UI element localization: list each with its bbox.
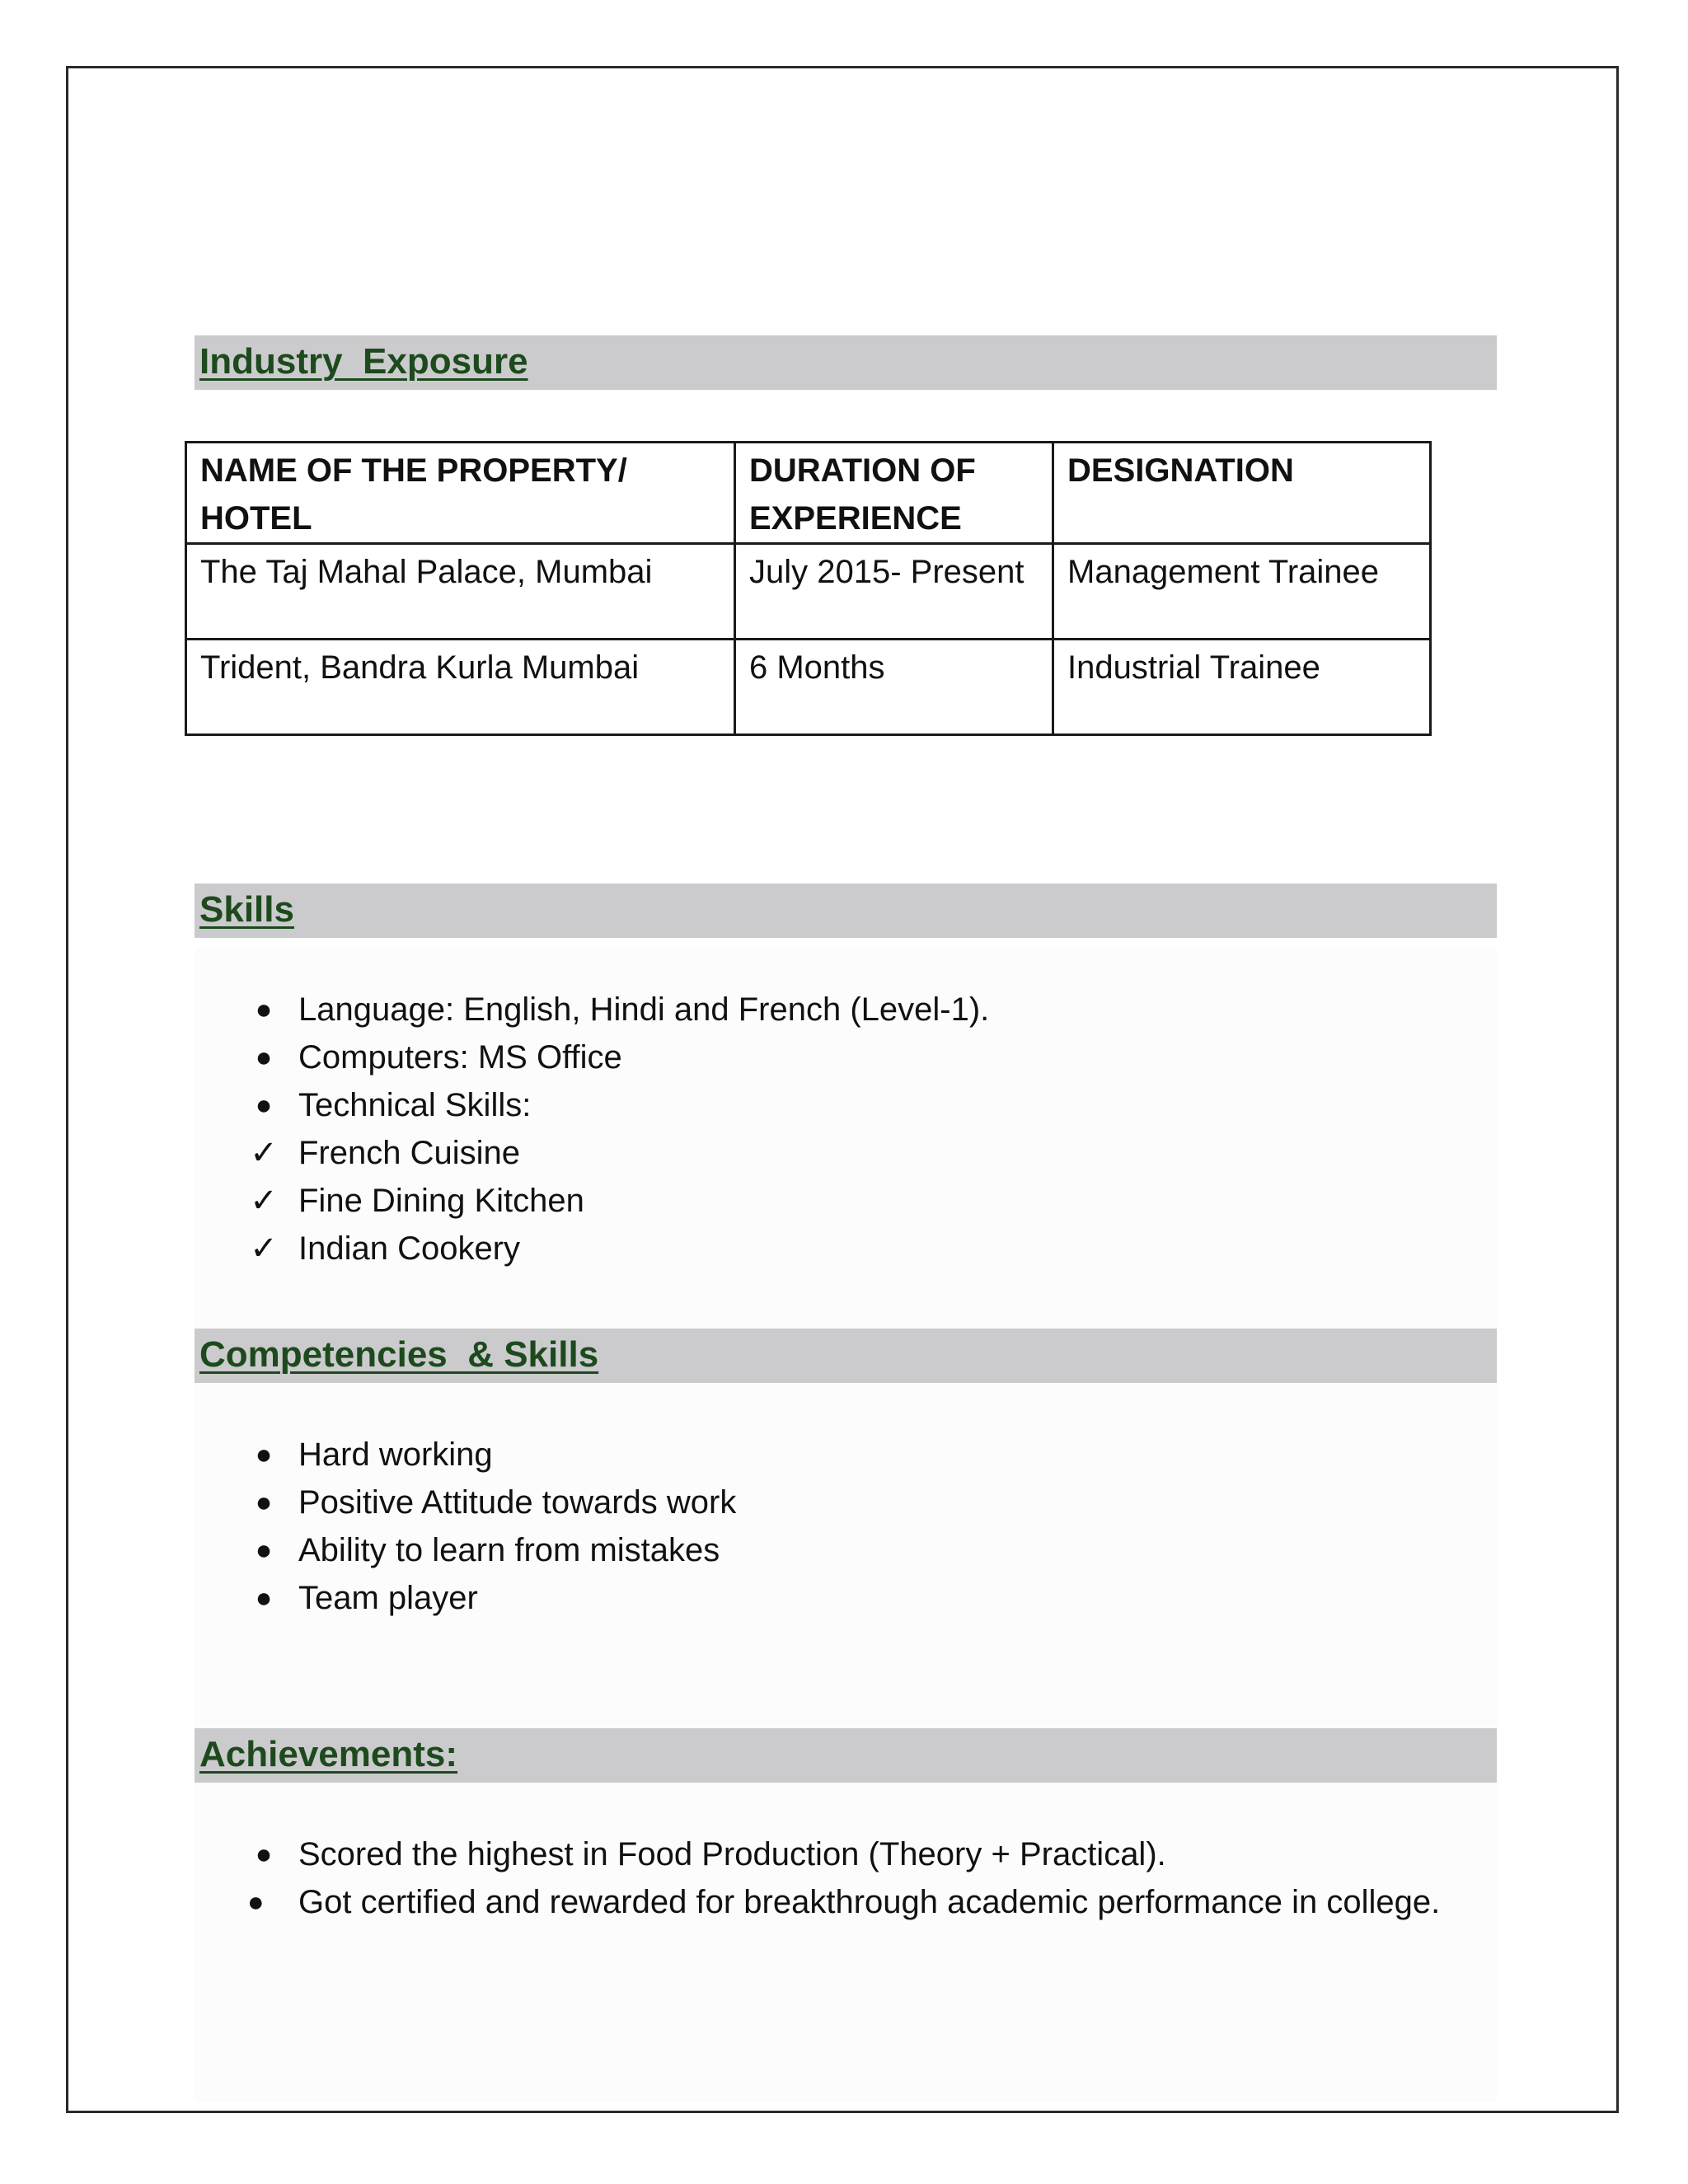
bullet-icon: ● xyxy=(247,1886,265,1918)
competency-text: Team player xyxy=(298,1580,478,1616)
competency-text: Positive Attitude towards work xyxy=(298,1484,737,1521)
skill-text: Fine Dining Kitchen xyxy=(298,1183,584,1219)
industry-exposure-title: Industry Exposure xyxy=(199,341,528,382)
achievements-title: Achievements: xyxy=(199,1734,458,1774)
bullet-icon: ● xyxy=(255,1839,273,1870)
bullet-icon: ● xyxy=(255,1487,273,1518)
skill-text: Language: English, Hindi and French (Level-1). xyxy=(298,991,990,1028)
competency-text: Hard working xyxy=(298,1436,493,1473)
table-cell-duration: July 2015- Present xyxy=(735,544,1053,640)
bullet-icon: ● xyxy=(255,1090,273,1121)
bullet-icon: ● xyxy=(255,1439,273,1470)
checkmark-icon: ✓ xyxy=(250,1135,278,1171)
competencies-title: Competencies & Skills xyxy=(199,1334,599,1375)
checkmark-icon: ✓ xyxy=(250,1183,278,1219)
skills-title: Skills xyxy=(199,889,294,930)
table-row xyxy=(186,544,1431,640)
list-item xyxy=(247,1830,1492,1878)
industry-exposure-header xyxy=(195,335,1497,390)
bullet-icon: ● xyxy=(255,1042,273,1073)
competency-text: Ability to learn from mistakes xyxy=(298,1532,720,1568)
list-item xyxy=(247,1479,1492,1526)
table-row xyxy=(186,640,1431,735)
table-header-property: NAME OF THE PROPERTY/ HOTEL xyxy=(186,443,735,544)
competencies-list xyxy=(247,1431,1492,1622)
achievements-list xyxy=(247,1830,1492,1926)
table-cell-property: The Taj Mahal Palace, Mumbai xyxy=(186,544,735,640)
table-header-row xyxy=(186,443,1431,544)
table-header-designation: DESIGNATION xyxy=(1053,443,1431,544)
achievements-header xyxy=(195,1728,1497,1783)
skills-header xyxy=(195,883,1497,938)
table-cell-designation: Industrial Trainee xyxy=(1053,640,1431,735)
achievement-text: Got certified and rewarded for breakthrough academic performance in college. xyxy=(298,1884,1441,1920)
achievement-text: Scored the highest in Food Production (Theory + Practical). xyxy=(298,1836,1166,1872)
skills-list xyxy=(247,986,1492,1272)
skill-text: Indian Cookery xyxy=(298,1230,521,1267)
list-item xyxy=(247,1431,1492,1479)
skill-text: French Cuisine xyxy=(298,1135,521,1171)
industry-exposure-table xyxy=(185,441,1432,736)
list-item xyxy=(247,1033,1492,1081)
list-item xyxy=(247,1574,1492,1622)
bullet-icon: ● xyxy=(255,1582,273,1614)
list-item xyxy=(247,1878,1492,1926)
list-item xyxy=(247,1081,1492,1129)
competencies-header xyxy=(195,1329,1497,1383)
list-item xyxy=(247,1129,1492,1177)
list-item xyxy=(247,1177,1492,1225)
table-cell-duration: 6 Months xyxy=(735,640,1053,735)
bullet-icon: ● xyxy=(255,1535,273,1566)
list-item xyxy=(247,1225,1492,1272)
skill-text: Technical Skills: xyxy=(298,1087,532,1123)
list-item xyxy=(247,1526,1492,1574)
table-header-duration: DURATION OF EXPERIENCE xyxy=(735,443,1053,544)
checkmark-icon: ✓ xyxy=(250,1230,278,1267)
list-item xyxy=(247,986,1492,1033)
table-cell-designation: Management Trainee xyxy=(1053,544,1431,640)
skill-text: Computers: MS Office xyxy=(298,1039,622,1076)
table-cell-property: Trident, Bandra Kurla Mumbai xyxy=(186,640,735,735)
bullet-icon: ● xyxy=(255,994,273,1025)
